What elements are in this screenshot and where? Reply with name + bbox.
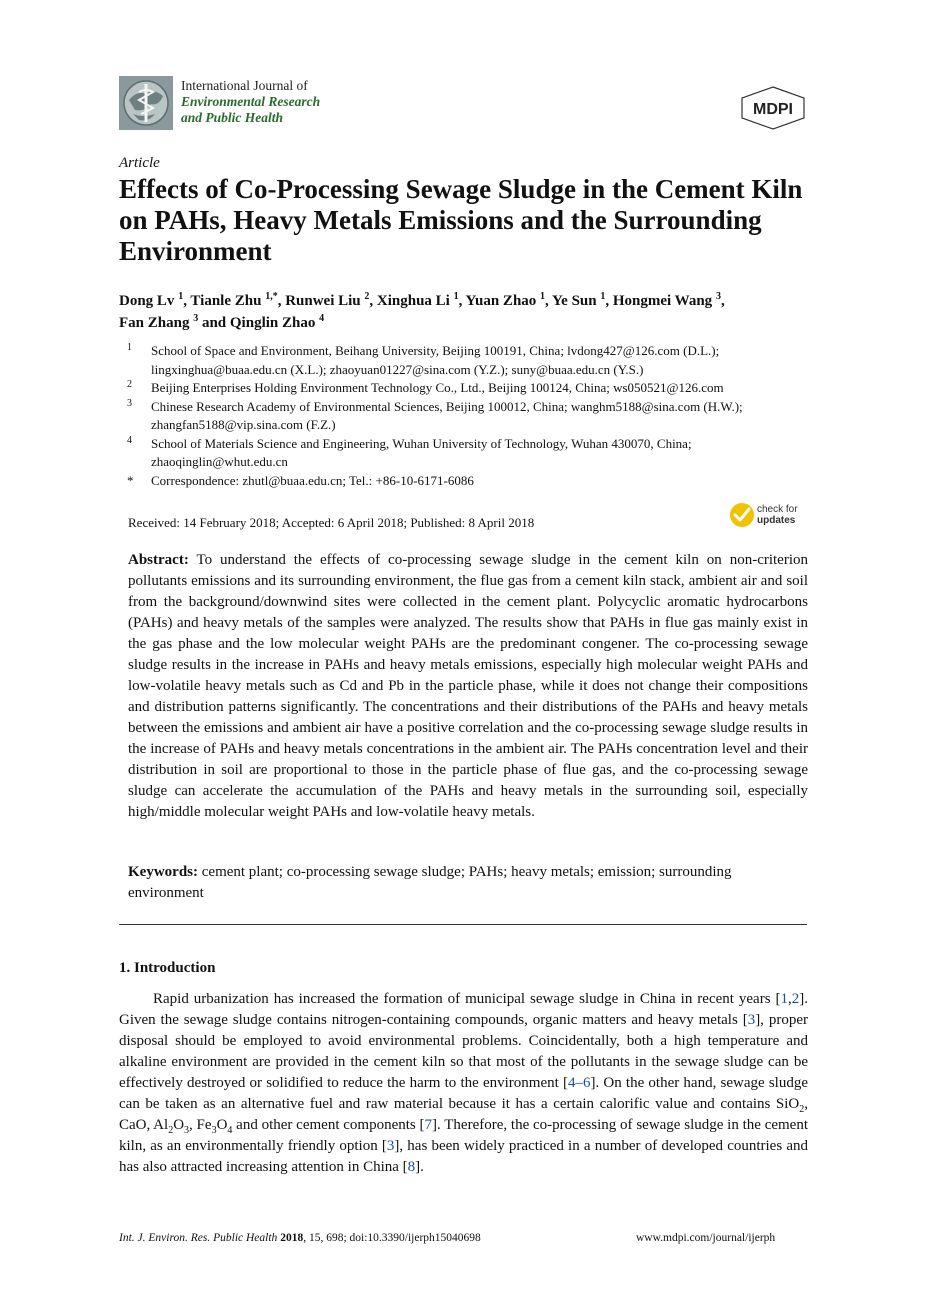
text: and other cement components [	[232, 1117, 425, 1133]
affiliation-item	[119, 398, 819, 435]
journal-logo-icon	[119, 76, 173, 130]
author-name: Hongmei Wang	[612, 293, 713, 309]
abstract-label: Abstract:	[128, 552, 189, 568]
divider	[119, 924, 807, 925]
affiliation-text: Beijing Enterprises Holding Environment Technology Co., Ltd., Beijing 100124, China; ws050521@126.com	[151, 380, 724, 395]
paper-title: Effects of Co-Processing Sewage Sludge in the Cement Kiln on PAHs, Heavy Metals Emissions and the Surrounding Environment	[119, 174, 803, 266]
author-aff: 3	[193, 313, 199, 324]
journal-name-line1: International Journal of	[181, 78, 308, 93]
text: ], proper disposal should be employed to avoid environmental problems. Coincidentally, both a high temperature and alkaline environment are provided in the cement kiln so that most of the pollutants in the sewage sludge can be effectively destroyed or solidified to reduce the harm to the environment [	[119, 1012, 808, 1091]
affiliation-text: Chinese Research Academy of Environmental Sciences, Beijing 100012, China; wanghm5188@sina.com (H.W.); zhangfan5188@vip.sina.com (F.Z.)	[151, 398, 743, 432]
author-name: Runwei Liu	[285, 293, 361, 309]
affiliation-mark: 4	[127, 434, 132, 446]
author-aff: 4	[319, 313, 325, 324]
check-for-updates-label[interactable]	[757, 504, 798, 526]
check-for-updates-line1: check for	[757, 504, 798, 515]
journal-name-line3: and Public Health	[181, 110, 284, 125]
citation-link[interactable]: 4–6	[567, 1075, 591, 1091]
citation-link[interactable]: 1	[780, 991, 788, 1007]
citation-link[interactable]: 7	[424, 1117, 433, 1133]
correspondence-item	[119, 472, 819, 491]
author-aff: 1	[540, 291, 546, 302]
keywords-text: cement plant; co-processing sewage sludge; PAHs; heavy metals; emission; surrounding environment	[128, 864, 732, 901]
author-name: Qinglin Zhao	[229, 315, 316, 331]
author-aff: 2	[364, 291, 370, 302]
text: ,	[788, 991, 792, 1007]
affiliation-item	[119, 435, 819, 472]
text: ]. Given the sewage sludge contains nitrogen-containing compounds, organic matters and heavy metals [	[119, 991, 808, 1028]
citation-link[interactable]: 3	[386, 1138, 395, 1154]
citation-link[interactable]: 3	[747, 1012, 756, 1028]
text: O	[216, 1117, 228, 1133]
affiliation-list	[119, 342, 819, 490]
intro-paragraph	[119, 989, 808, 1178]
author-aff: 1	[453, 291, 459, 302]
journal-name	[181, 78, 320, 126]
correspondence-mark: *	[127, 472, 134, 488]
footer-volume: , 15, 698; doi:10.3390/ijerph15040698	[303, 1232, 481, 1244]
author-aff: 3	[715, 291, 721, 302]
abstract	[128, 550, 808, 823]
article-type: Article	[119, 155, 160, 171]
affiliation-text: School of Space and Environment, Beihang University, Beijing 100191, China; lvdong427@126.com (D.L.); lingxinghua@buaa.edu.cn (X.L.); zhaoyuan01227@sina.com (Y.Z.); suny@buaa.edu.cn (Y.S.)	[151, 343, 720, 377]
abstract-text: To understand the effects of co-processing sewage sludge in the cement kiln on non-criterion pollutants emissions and its surrounding environment, the flue gas from a cement kiln stack, ambient air and soil from the background/downwind sites were collected in the cement plant. Polycyclic aromatic hydrocarbons (PAHs) and heavy metals of the samples were analyzed. The results show that PAHs in flue gas mainly exist in the gas phase and the low molecular weight PAHs are the predominant congener. The co-processing sewage sludge results in the increase in PAHs and heavy metals emissions, especially high molecular weight PAHs and low-volatile heavy metals such as Cd and Pb in the particle phase, while it does not change their compositions and distribution patterns significantly. The concentrations and their distributions of the PAHs and heavy metals between the emissions and ambient air have a positive correlation and the co-processing sewage sludge results in the increase of PAHs and heavy metals concentrations in the ambient air. The PAHs concentration level and their distribution in soil are proportional to those in the particle phase of flue gas, and the co-processing sewage sludge can accelerate the accumulation of the PAHs and heavy metals in the surrounding soil, especially high/middle molecular weight PAHs and low-volatile heavy metals.	[128, 552, 808, 820]
footer-citation	[119, 1232, 481, 1244]
affiliation-mark: 1	[127, 342, 132, 353]
author-aff: 1	[600, 291, 606, 302]
citation-link[interactable]: 8	[407, 1159, 416, 1175]
author-name: Tianle Zhu	[190, 293, 262, 309]
author-aff: 1,*	[265, 291, 278, 302]
author-name: Ye Sun	[552, 293, 597, 309]
correspondence-text: Correspondence: zhutl@buaa.edu.cn; Tel.: +86-10-6171-6086	[151, 472, 474, 488]
footer-journal: Int. J. Environ. Res. Public Health	[119, 1232, 278, 1244]
publisher-logo	[738, 85, 808, 131]
affiliation-mark: 2	[127, 379, 132, 390]
author-aff: 1	[178, 291, 184, 302]
text: , Fe	[189, 1117, 212, 1133]
text: ].	[415, 1159, 424, 1175]
publisher-name: MDPI	[753, 101, 793, 118]
citation-link[interactable]: 2	[791, 991, 800, 1007]
keywords	[128, 862, 808, 904]
subscript: 2	[799, 1104, 805, 1115]
text: Rapid urbanization has increased the formation of municipal sewage sludge in China in recent years [	[153, 991, 781, 1007]
text: , CaO, Al	[119, 1096, 808, 1133]
author-name: Yuan Zhao	[465, 293, 537, 309]
author-name: Dong Lv	[119, 293, 175, 309]
text: ]. Therefore, the co-processing of sewage sludge in the cement kiln, as an environmentally friendly option [	[119, 1117, 809, 1154]
subscript: 3	[184, 1125, 190, 1136]
journal-name-line2: Environmental Research	[181, 94, 321, 109]
subscript: 3	[211, 1125, 217, 1136]
affiliation-item	[119, 342, 819, 379]
affiliation-mark: 3	[127, 397, 132, 409]
author-name: Fan Zhang	[119, 315, 190, 331]
keywords-label: Keywords:	[128, 864, 198, 880]
affiliation-item	[119, 379, 819, 398]
author-name: Xinghua Li	[376, 293, 450, 309]
publication-dates: Received: 14 February 2018; Accepted: 6 April 2018; Published: 8 April 2018	[128, 515, 535, 530]
text: ], has been widely practiced in a number of developed countries and has also attracted increasing attention in China [	[119, 1138, 808, 1175]
text: O	[173, 1117, 185, 1133]
subscript: 2	[168, 1125, 174, 1136]
text: ]. On the other hand, sewage sludge can be taken as an alternative fuel and raw material because it has a certain calorific value and contains SiO	[119, 1075, 809, 1112]
author-list: Dong Lv $^1$, Tianle Zhu $^{1,*}$, Runwei Liu $^2$, Xinghua Li $^1$, Yuan Zhao $^1$, Ye Sun $^1$, Hongmei Wang $^3$, Fan Zhang $^3$ and Qinglin Zhao $^4$	[119, 291, 725, 331]
check-for-updates-line2: updates	[757, 515, 796, 526]
subscript: 4	[227, 1125, 233, 1136]
section-heading: 1. Introduction	[119, 960, 216, 976]
footer-url[interactable]: www.mdpi.com/journal/ijerph	[636, 1232, 776, 1244]
footer-year: 2018	[280, 1232, 304, 1244]
affiliation-text: School of Materials Science and Engineering, Wuhan University of Technology, Wuhan 430070, China; zhaoqinglin@whut.edu.cn	[151, 435, 692, 469]
